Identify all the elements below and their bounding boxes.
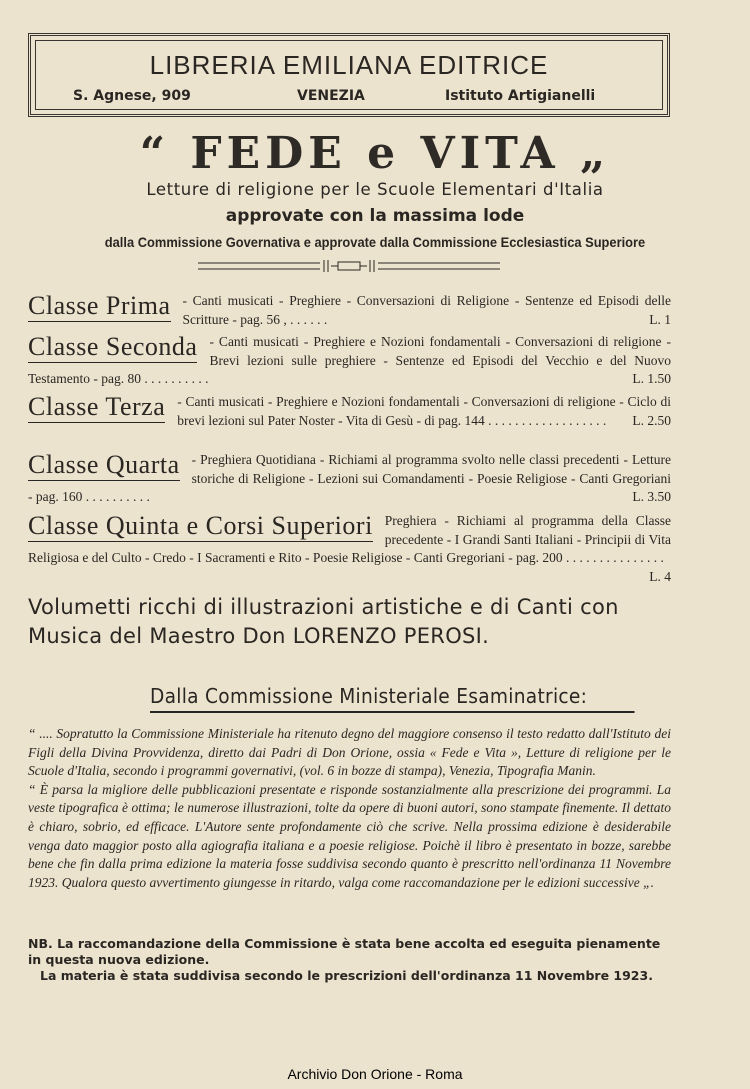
- ornament-divider: [198, 258, 500, 274]
- nb-line-1: NB. La raccomandazione della Commissione è stata bene accolta ed eseguita pienamente in questa nuova edizione.: [28, 936, 661, 967]
- class-name: Classe Quarta: [28, 450, 180, 479]
- class-name: Classe Quinta e Corsi Superiori: [28, 511, 373, 540]
- class-description: - Canti musicati - Preghiere e Nozioni fondamentali - Conversazioni di religione - Ciclo di brevi lezioni sul Pater Noster - Vita di Gesù - di pag. 144 . . . . . . . . . . . . . . . . . .: [177, 394, 671, 428]
- class-entry-seconda: [28, 333, 671, 389]
- class-name: Classe Prima: [28, 291, 171, 320]
- class-price: L. 4: [649, 568, 671, 584]
- class-description: - Preghiera Quotidiana - Richiami al programma svolto nelle classi precedenti - Letture storiche di Religione - Lezioni sui Comandamenti - Poesie Religiose - Canti Gregoriani - pag. 160 . . . . . . . . . .: [28, 452, 671, 504]
- class-description: Preghiera - Richiami al programma della Classe precedente - I Grandi Santi Italiani - Principii di Vita Religiosa e del Culto - Credo - I Sacramenti e Rito - Poesie Religiose - Canti Gregoriani - pag. 200 . . . . . . . . . . . . . . .: [28, 513, 671, 565]
- publisher-address: S. Agnese, 909: [73, 88, 191, 104]
- class-price: L. 1.50: [632, 371, 671, 386]
- commission-line: dalla Commissione Governativa e approvate dalla Commissione Ecclesiastica Superiore: [104, 234, 646, 250]
- volumetti-announcement: Volumetti ricchi di illustrazioni artistiche e di Canti con Musica del Maestro Don LORENZO PEROSI.: [28, 595, 619, 648]
- class-description: - Canti musicati - Preghiere e Nozioni fondamentali - Conversazioni di religione - Brevi lezioni sulle preghiere - Sentenze ed Episodi del Vecchio e del Nuovo Testamento - pag. 80 . . . . . . . . . .: [28, 334, 671, 386]
- approval-line: approvate con la massima lode: [225, 206, 525, 226]
- quote-paragraph-1: “ .... Sopratutto la Commissione Ministeriale ha ritenuto degno del maggiore consenso il testo redatto dall'Istituto dei Figli della Divina Provvidenza, diretto dai Padri di Don Orione, ossia « Fede e Vita », Letture di religione per le Scuole d'Italia, secondo i programmi governativi, (vol. 6 in bozze di stampa), Venezia, Tipografia Manin.: [28, 726, 671, 779]
- commission-quote: [28, 725, 671, 892]
- class-entry-terza: [28, 393, 671, 430]
- publisher-institute: Istituto Artigianelli: [445, 88, 596, 104]
- archive-footer: Archivio Don Orione - Roma: [287, 1066, 463, 1082]
- class-name: Classe Terza: [28, 392, 166, 421]
- class-price: L. 3.50: [632, 489, 671, 504]
- class-entry-prima: [28, 292, 671, 329]
- class-entry-quinta: [28, 512, 671, 586]
- class-name: Classe Seconda: [28, 332, 198, 361]
- class-price: L. 2.50: [632, 412, 671, 428]
- nota-bene: [28, 936, 671, 984]
- publisher-name: LIBRERIA EMILIANA EDITRICE: [149, 50, 549, 80]
- publisher-frame: [28, 33, 670, 117]
- book-title: “ FEDE e VITA „: [139, 128, 611, 179]
- quote-paragraph-2: “ È parsa la migliore delle pubblicazioni presentate e risponde sostanzialmente alla prescrizione dei programmi. La veste tipografica è ottima; le numerose illustrazioni, tolte da opere di buoni autori, sono stampate finemente. Il dettato è chiaro, sobrio, ed efficace. L'Autore sente profondamente ciò che scrive. Nella prossima edizione è desiderabile venga dato maggior posto alla agiografia italiana e a poesie religiose. Poichè il libro è presentato in bozze, sarebbe bene che fin dalla prima edizione la materia fosse suddivisa secondo quanto è prescritto nell'ordinanza 11 Novembre 1923. Qualora questo avvertimento giungesse in ritardo, valga come raccomandazione per le edizioni successive „.: [28, 781, 671, 890]
- nb-line-2: La materia è stata suddivisa secondo le prescrizioni dell'ordinanza 11 Novembre 1923.: [40, 968, 653, 983]
- class-price: L. 1: [649, 311, 671, 327]
- commission-heading: Dalla Commissione Ministeriale Esaminatrice:: [150, 684, 635, 713]
- class-description: - Canti musicati - Preghiere - Conversazioni di Religione - Sentenze ed Episodi delle Scritture - pag. 56 , . . . . . .: [182, 293, 671, 327]
- book-subtitle: Letture di religione per le Scuole Elementari d'Italia: [146, 180, 604, 199]
- publisher-city: VENEZIA: [297, 88, 365, 104]
- class-entry-quarta: [28, 451, 671, 507]
